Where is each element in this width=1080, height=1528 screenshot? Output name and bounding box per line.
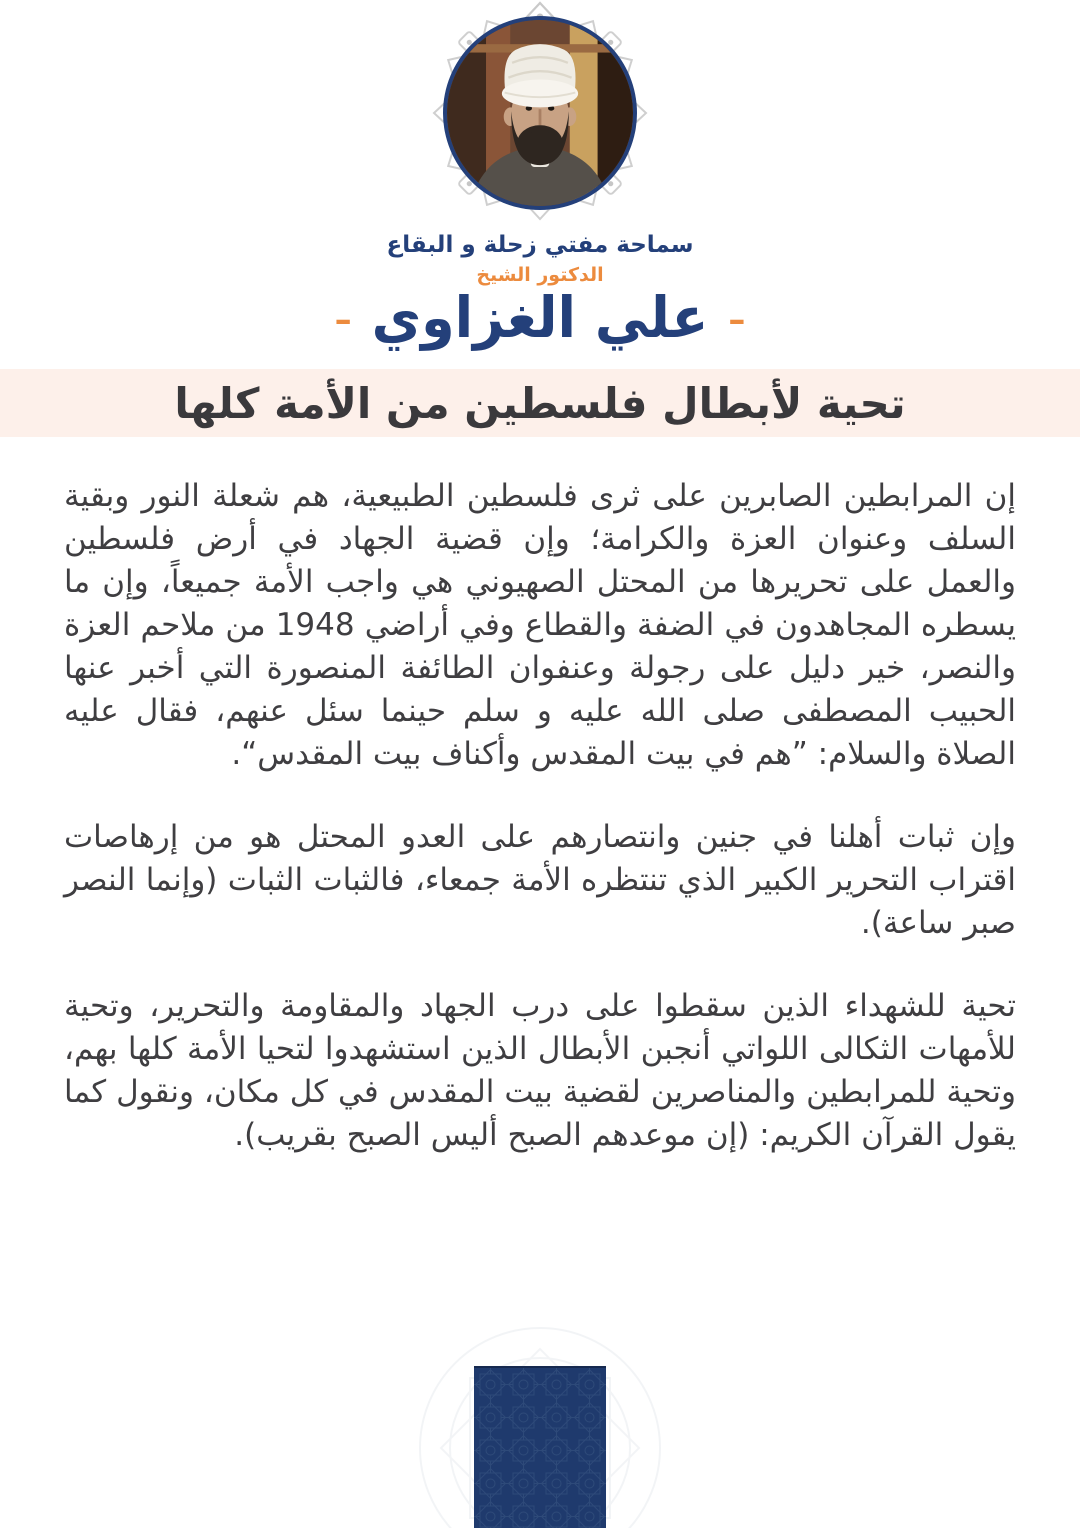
portrait-frame xyxy=(424,6,656,220)
body-paragraph: إن المرابطين الصابرين على ثرى فلسطين الطبيعية، هم شعلة النور وبقية السلف وعنوان العزة والكرامة؛ وإن قضية الجهاد في أرض فلسطين والعمل على تحريرها من المحتل الصهيوني هي واجب الأمة جميعاً، وإن ما يسطره المجاهدون في الضفة والقطاع وفي أراضي 1948 من ملاحم العزة والنصر، خير دليل على رجولة وعنفوان الطائفة المنصورة التي أخبر عنها الحبيب المصطفى صلى الله عليه و سلم حينما سئل عنهم، فقال عليه الصلاة والسلام: ”هم في بيت المقدس وأكناف بيت المقدس“. xyxy=(64,478,1016,773)
body-paragraph: تحية للشهداء الذين سقطوا على درب الجهاد والمقاومة والتحرير، وتحية للأمهات الثكالى اللواتي أنجبن الأبطال الذين استشهدوا لتحيا الأمة كلها بهم، وتحية للمرابطين والمناصرين لقضية بيت المقدس في كل مكان، ونقول كما يقول القرآن الكريم: (إن موعدهم الصبح أليس الصبح بقريب). xyxy=(64,988,1016,1154)
body-paragraph: وإن ثبات أهلنا في جنين وانتصارهم على العدو المحتل هو من إرهاصات اقتراب التحرير الكبير الذي تنتظره الأمة جمعاء، فالثبات الثبات (وإنما النصر صبر ساعة). xyxy=(64,819,1016,942)
statement-body xyxy=(64,475,1016,1157)
footer-pattern-block xyxy=(474,1366,606,1528)
role-line: الدكتور الشيخ xyxy=(476,264,604,286)
name-dash-right: – xyxy=(728,299,746,340)
name-calligraphy: علي الغزاوي xyxy=(371,284,709,351)
org-line: سماحة مفتي زحلة و البقاع xyxy=(386,232,694,258)
name-dash-left: – xyxy=(334,299,352,340)
title-banner xyxy=(0,369,1080,437)
page-title: تحية لأبطال فلسطين من الأمة كلها xyxy=(174,378,906,428)
portrait-photo xyxy=(447,20,633,206)
header-section xyxy=(0,0,1080,351)
name-row xyxy=(334,284,746,351)
footer-geometric-pattern xyxy=(474,1368,606,1528)
